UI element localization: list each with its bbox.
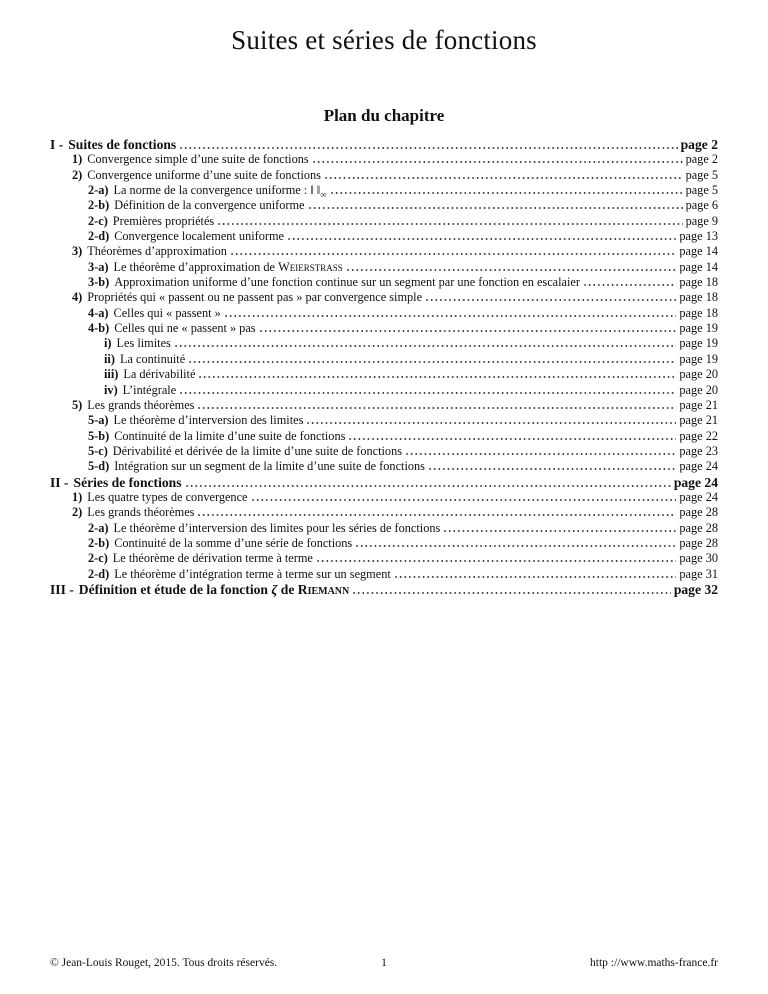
toc-leader-dots — [198, 514, 676, 516]
toc-entry — [50, 137, 718, 152]
toc-leader-dots — [347, 269, 677, 271]
toc-entry-number: 5) — [72, 397, 83, 412]
toc-entry-number: 5-b) — [88, 428, 110, 443]
toc-leader-dots — [331, 192, 683, 194]
toc-entry-number: 1) — [72, 152, 83, 167]
toc-entry-number: iii) — [104, 367, 119, 382]
toc-entry-number: 5-c) — [88, 443, 108, 458]
toc-entry-number: 2-b) — [88, 198, 110, 213]
toc-entry-page: page 20 — [679, 367, 718, 382]
toc-entry-page: page 23 — [679, 443, 718, 458]
toc-entry — [50, 290, 718, 305]
toc-entry-number: iv) — [104, 382, 118, 397]
toc-entry-number: 3-b) — [88, 275, 110, 290]
toc-entry-number: 2-c) — [88, 551, 108, 566]
toc-entry-page: page 21 — [679, 413, 718, 428]
toc-leader-dots — [406, 453, 676, 455]
toc-entry-page: page 32 — [673, 581, 718, 597]
footer-copyright: © Jean-Louis Rouget, 2015. Tous droits réservés. — [50, 957, 278, 969]
footer-page-number: 1 — [381, 957, 387, 969]
toc-entry-text: Théorèmes d’approximation — [87, 244, 227, 259]
toc-entry — [50, 183, 718, 198]
toc-entry-number: 1) — [72, 489, 83, 504]
toc-leader-dots — [313, 161, 683, 163]
toc-leader-dots — [356, 545, 676, 547]
toc-entry — [50, 475, 718, 490]
toc-entry-text: Les grands théorèmes — [87, 505, 195, 520]
toc-entry-page: page 21 — [679, 397, 718, 412]
toc-leader-dots — [307, 422, 676, 424]
toc-leader-dots — [260, 330, 677, 332]
toc-entry — [50, 551, 718, 566]
toc-list — [50, 137, 718, 597]
toc-entry-page: page 5 — [685, 183, 718, 198]
toc-entry-text: La dérivabilité — [123, 367, 196, 382]
toc-entry-number: ii) — [104, 351, 115, 366]
toc-entry-text: La continuité — [119, 351, 186, 366]
toc-entry-text: Le théorème d’approximation de Weierstrass — [113, 259, 343, 274]
toc-leader-dots — [186, 485, 671, 487]
toc-entry-page: page 19 — [679, 321, 718, 336]
toc-entry — [50, 260, 718, 275]
toc-entry-page: page 6 — [685, 198, 718, 213]
toc-entry — [50, 505, 718, 520]
toc-leader-dots — [317, 560, 677, 562]
toc-entry — [50, 536, 718, 551]
toc-entry-page: page 2 — [680, 137, 718, 152]
toc-entry-text: Convergence localement uniforme — [114, 229, 285, 244]
toc-entry — [50, 383, 718, 398]
toc-entry — [50, 521, 718, 536]
footer — [50, 957, 718, 969]
toc-entry-text: Celles qui « passent » — [113, 305, 221, 320]
toc-entry-page: page 2 — [685, 152, 718, 167]
toc-entry-text: Continuité de la somme d’une série de fonctions — [114, 535, 353, 550]
toc-leader-dots — [349, 438, 676, 440]
toc-entry — [50, 444, 718, 459]
toc-leader-dots — [199, 376, 676, 378]
toc-entry — [50, 582, 718, 597]
toc-entry-text: Celles qui ne « passent » pas — [114, 321, 256, 336]
toc-entry — [50, 567, 718, 582]
toc-entry-number: 5-d) — [88, 459, 110, 474]
toc-entry — [50, 229, 718, 244]
toc-entry-number: 3-a) — [88, 259, 109, 274]
toc-entry-text: Le théorème d’interversion des limites — [113, 413, 304, 428]
toc-entry — [50, 321, 718, 336]
toc-entry-text: Suites de fonctions — [68, 137, 177, 152]
toc-entry — [50, 306, 718, 321]
toc-entry-text: Convergence uniforme d’une suite de fonctions — [87, 167, 321, 182]
toc-entry — [50, 198, 718, 213]
toc-entry-text: Le théorème de dérivation terme à terme — [112, 551, 313, 566]
toc-entry-page: page 13 — [679, 229, 718, 244]
toc-entry-number: 5-a) — [88, 413, 109, 428]
toc-entry-text: L’intégrale — [122, 382, 177, 397]
toc-entry-page: page 24 — [673, 474, 718, 490]
toc-leader-dots — [189, 361, 676, 363]
toc-entry-text: Premières propriétés — [112, 213, 215, 228]
toc-entry-number: 2-d) — [88, 566, 110, 581]
toc-entry-text: Continuité de la limite d’une suite de fonctions — [114, 428, 346, 443]
toc-entry — [50, 490, 718, 505]
toc-entry-page: page 18 — [679, 290, 718, 305]
toc-entry-page: page 14 — [679, 244, 718, 259]
toc-leader-dots — [395, 576, 677, 578]
toc-entry-number: 2-c) — [88, 213, 108, 228]
toc-entry-number: I - — [50, 137, 64, 152]
toc-entry-number: 3) — [72, 244, 83, 259]
toc-leader-dots — [429, 468, 676, 470]
toc-leader-dots — [444, 530, 676, 532]
toc-entry-page: page 19 — [679, 336, 718, 351]
toc-entry-page: page 31 — [679, 566, 718, 581]
toc-entry-number: 4) — [72, 290, 83, 305]
toc-leader-dots — [218, 223, 682, 225]
toc-leader-dots — [252, 499, 677, 501]
toc-entry-text: Les quatre types de convergence — [87, 489, 248, 504]
toc-entry-page: page 18 — [679, 275, 718, 290]
toc-entry-number: 2-a) — [88, 183, 109, 198]
toc-entry — [50, 214, 718, 229]
toc-entry — [50, 152, 718, 167]
toc-entry-text: Intégration sur un segment de la limite d’une suite de fonctions — [114, 459, 425, 474]
plan-heading: Plan du chapitre — [323, 106, 445, 125]
toc-entry-page: page 19 — [679, 351, 718, 366]
toc-leader-dots — [353, 592, 671, 594]
toc-entry-page: page 24 — [679, 459, 718, 474]
toc-leader-dots — [325, 177, 683, 179]
toc-entry-number: 2-d) — [88, 229, 110, 244]
toc-entry-page: page 28 — [679, 505, 718, 520]
toc-entry — [50, 398, 718, 413]
toc-leader-dots — [180, 147, 677, 149]
toc-entry-number: 4-b) — [88, 321, 110, 336]
document-title: Suites et séries de fonctions — [231, 25, 537, 55]
toc-entry-text: Les limites — [116, 336, 171, 351]
toc-leader-dots — [225, 315, 677, 317]
toc-entry — [50, 459, 718, 474]
toc-entry-text: Le théorème d’intégration terme à terme sur un segment — [114, 566, 391, 581]
toc-entry-number: 2-b) — [88, 535, 110, 550]
toc-entry-number: i) — [104, 336, 112, 351]
toc-entry-text: Définition de la convergence uniforme — [114, 198, 305, 213]
toc-leader-dots — [288, 238, 676, 240]
toc-entry-text: Définition et étude de la fonction ζ de Riemann — [78, 581, 350, 597]
toc-leader-dots — [309, 207, 683, 209]
toc-entry — [50, 275, 718, 290]
toc-entry — [50, 336, 718, 351]
toc-entry-page: page 18 — [679, 305, 718, 320]
toc-entry — [50, 352, 718, 367]
toc-entry-page: page 5 — [685, 167, 718, 182]
toc-entry-number: III - — [50, 581, 74, 597]
toc-entry-text: Approximation uniforme d’une fonction continue sur un segment par une fonction en escalaier — [114, 275, 580, 290]
toc-entry-number: 4-a) — [88, 305, 109, 320]
toc-entry-text: Séries de fonctions — [73, 474, 182, 490]
toc-entry-page: page 9 — [685, 213, 718, 228]
toc-entry-text: Convergence simple d’une suite de fonctions — [87, 152, 309, 167]
toc-entry-page: page 14 — [679, 259, 718, 274]
toc-entry — [50, 244, 718, 259]
toc-leader-dots — [584, 284, 676, 286]
toc-entry-text: Propriétés qui « passent ou ne passent pas » par convergence simple — [87, 290, 423, 305]
toc-leader-dots — [231, 253, 676, 255]
toc-entry-number: II - — [50, 474, 69, 490]
toc-entry — [50, 168, 718, 183]
toc-entry — [50, 429, 718, 444]
toc-entry — [50, 413, 718, 428]
toc-entry-number: 2-a) — [88, 520, 109, 535]
toc-entry-page: page 24 — [679, 489, 718, 504]
toc-entry-text: Le théorème d’interversion des limites pour les séries de fonctions — [113, 520, 441, 535]
toc-entry-page: page 22 — [679, 428, 718, 443]
toc-leader-dots — [426, 299, 676, 301]
toc-leader-dots — [175, 345, 677, 347]
toc-entry-text: La norme de la convergence uniforme : ‖ $‖_\infty$ — [113, 183, 327, 200]
toc-entry-text: Dérivabilité et dérivée de la limite d’une suite de fonctions — [112, 443, 403, 458]
toc-entry — [50, 367, 718, 382]
toc-leader-dots — [180, 392, 676, 394]
toc-entry-number: 2) — [72, 167, 83, 182]
toc-entry-page: page 20 — [679, 382, 718, 397]
toc-entry-page: page 28 — [679, 520, 718, 535]
toc-entry-page: page 28 — [679, 535, 718, 550]
toc-entry-number: 2) — [72, 505, 83, 520]
toc-entry-page: page 30 — [679, 551, 718, 566]
toc-entry-text: Les grands théorèmes — [87, 397, 195, 412]
toc-leader-dots — [198, 407, 676, 409]
footer-url[interactable]: http ://www.maths-france.fr — [590, 957, 718, 969]
